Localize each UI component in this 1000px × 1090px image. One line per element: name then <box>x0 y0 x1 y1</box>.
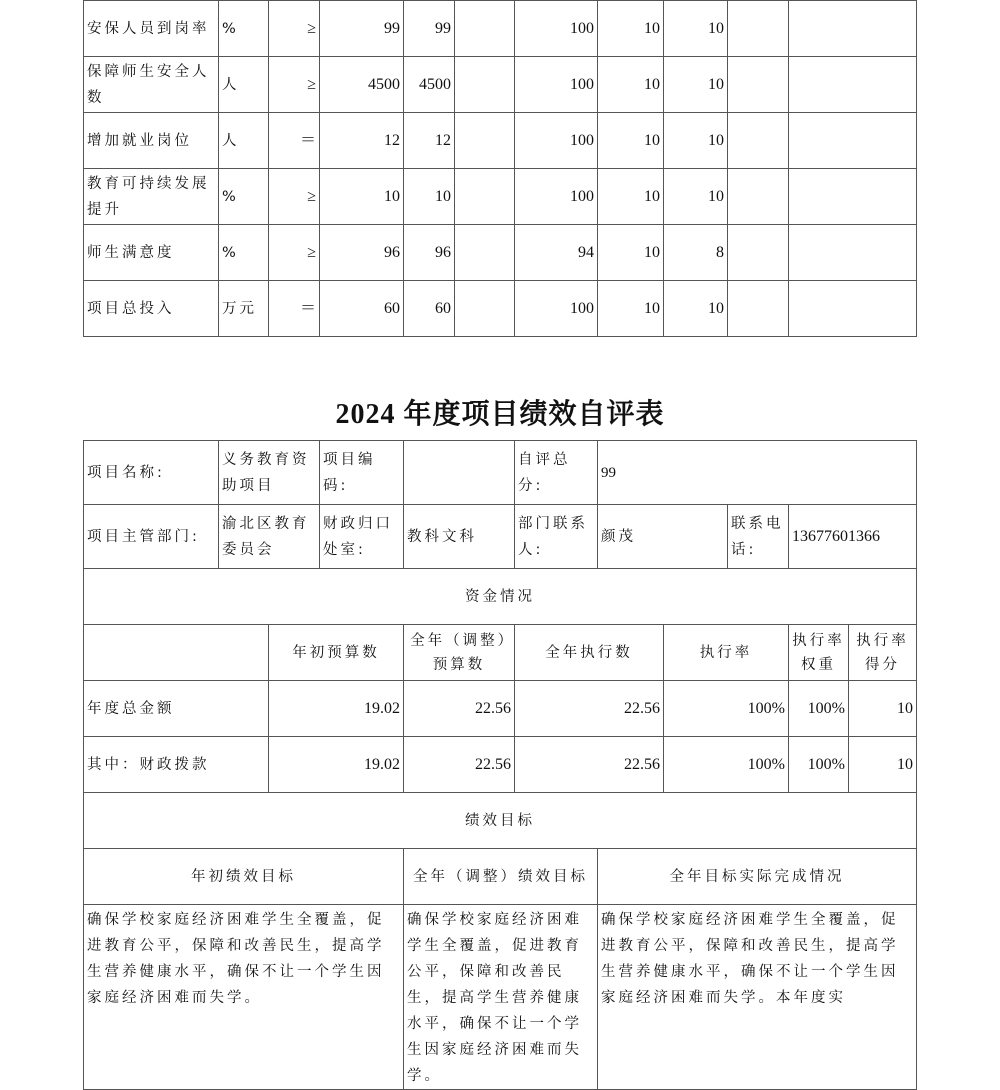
indicator-remark <box>789 113 917 169</box>
total-score-value: 99 <box>598 441 917 505</box>
indicator-row <box>84 113 917 169</box>
page-title: 2024 年度项目绩效自评表 <box>335 399 665 430</box>
indicator-blank <box>455 169 515 225</box>
indicator-note <box>728 169 789 225</box>
indicator-name: 师生满意度 <box>84 225 219 281</box>
funds-header-weight: 执行率权重 <box>789 625 849 681</box>
indicator-adjusted: 12 <box>404 113 455 169</box>
funds-row <box>84 681 917 737</box>
funds-header-blank <box>84 625 269 681</box>
indicator-operator: ≥ <box>269 57 320 113</box>
funds-row-label: 年度总金额 <box>84 681 269 737</box>
indicator-note <box>728 1 789 57</box>
indicator-remark <box>789 169 917 225</box>
project-name-row <box>84 441 917 505</box>
funds-header-initial: 年初预算数 <box>269 625 404 681</box>
indicator-name: 增加就业岗位 <box>84 113 219 169</box>
funds-executed: 22.56 <box>515 681 664 737</box>
funds-header-row <box>84 625 917 681</box>
indicator-unit: % <box>219 225 269 281</box>
indicator-operator: ＝ <box>269 281 320 337</box>
indicator-note <box>728 113 789 169</box>
indicator-adjusted: 99 <box>404 1 455 57</box>
indicator-score: 10 <box>664 113 728 169</box>
project-name-label: 项目名称: <box>84 441 219 505</box>
indicator-name: 保障师生安全人数 <box>84 57 219 113</box>
indicator-rate: 100 <box>515 57 598 113</box>
indicator-score: 10 <box>664 1 728 57</box>
indicator-target: 12 <box>320 113 404 169</box>
goals-header-row <box>84 849 917 905</box>
indicator-remark <box>789 57 917 113</box>
indicator-remark <box>789 225 917 281</box>
indicator-target: 99 <box>320 1 404 57</box>
indicator-note <box>728 281 789 337</box>
indicator-adjusted: 4500 <box>404 57 455 113</box>
finance-office-value: 教科文科 <box>404 505 515 569</box>
indicator-score: 10 <box>664 281 728 337</box>
indicator-name: 项目总投入 <box>84 281 219 337</box>
funds-rate: 100% <box>664 737 789 793</box>
goals-header-adjusted: 全年（调整）绩效目标 <box>404 849 598 905</box>
indicator-row <box>84 1 917 57</box>
indicator-row <box>84 281 917 337</box>
funds-weight: 100% <box>789 681 849 737</box>
indicator-name: 安保人员到岗率 <box>84 1 219 57</box>
goal-initial-text: 确保学校家庭经济困难学生全覆盖，促进教育公平，保障和改善民生，提高学生营养健康水平，确保不让一个学生因家庭经济困难而失学。 <box>84 905 404 1090</box>
indicator-blank <box>455 1 515 57</box>
total-score-label: 自评总分: <box>515 441 598 505</box>
indicator-rate: 100 <box>515 113 598 169</box>
indicator-weight: 10 <box>598 1 664 57</box>
goals-row <box>84 905 917 1090</box>
funds-initial: 19.02 <box>269 681 404 737</box>
funds-row <box>84 737 917 793</box>
goals-header-actual: 全年目标实际完成情况 <box>598 849 917 905</box>
goal-adjusted-text: 确保学校家庭经济困难学生全覆盖，促进教育公平，保障和改善民生，提高学生营养健康水平，确保不让一个学生因家庭经济困难而失学。 <box>404 905 598 1090</box>
funds-row-label: 其中：财政拨款 <box>84 737 269 793</box>
indicator-score: 10 <box>664 57 728 113</box>
funds-adjusted: 22.56 <box>404 681 515 737</box>
phone-label: 联系电话: <box>728 505 789 569</box>
contact-label: 部门联系人: <box>515 505 598 569</box>
indicator-unit: % <box>219 1 269 57</box>
funds-header-score: 执行率得分 <box>849 625 917 681</box>
finance-office-label: 财政归口处室: <box>320 505 404 569</box>
indicator-rate: 94 <box>515 225 598 281</box>
indicator-note <box>728 57 789 113</box>
funds-rate: 100% <box>664 681 789 737</box>
indicator-target: 10 <box>320 169 404 225</box>
dept-label: 项目主管部门: <box>84 505 219 569</box>
indicator-remark <box>789 281 917 337</box>
indicator-weight: 10 <box>598 225 664 281</box>
indicator-weight: 10 <box>598 281 664 337</box>
indicator-operator: ≥ <box>269 169 320 225</box>
indicator-name: 教育可持续发展提升 <box>84 169 219 225</box>
indicator-unit: 人 <box>219 113 269 169</box>
goals-section-header: 绩效目标 <box>84 793 917 849</box>
project-code-value <box>404 441 515 505</box>
indicator-weight: 10 <box>598 57 664 113</box>
indicator-target: 96 <box>320 225 404 281</box>
indicator-rate: 100 <box>515 281 598 337</box>
funds-score: 10 <box>849 681 917 737</box>
funds-header-rate: 执行率 <box>664 625 789 681</box>
funds-executed: 22.56 <box>515 737 664 793</box>
indicator-row <box>84 169 917 225</box>
funds-adjusted: 22.56 <box>404 737 515 793</box>
indicator-target: 60 <box>320 281 404 337</box>
indicator-adjusted: 96 <box>404 225 455 281</box>
indicator-target: 4500 <box>320 57 404 113</box>
indicator-adjusted: 10 <box>404 169 455 225</box>
funds-score: 10 <box>849 737 917 793</box>
funds-header-executed: 全年执行数 <box>515 625 664 681</box>
dept-value: 渝北区教育委员会 <box>219 505 320 569</box>
funds-header-adjusted: 全年（调整）预算数 <box>404 625 515 681</box>
self-evaluation-table <box>83 440 917 1090</box>
indicator-note <box>728 225 789 281</box>
phone-value: 13677601366 <box>789 505 917 569</box>
indicator-remark <box>789 1 917 57</box>
project-code-label: 项目编码: <box>320 441 404 505</box>
funds-section-header: 资金情况 <box>84 569 917 625</box>
indicator-unit: 人 <box>219 57 269 113</box>
indicator-score: 8 <box>664 225 728 281</box>
indicator-unit: 万元 <box>219 281 269 337</box>
indicator-blank <box>455 57 515 113</box>
project-name-value: 义务教育资助项目 <box>219 441 320 505</box>
indicator-weight: 10 <box>598 169 664 225</box>
indicator-rate: 100 <box>515 1 598 57</box>
indicator-blank <box>455 281 515 337</box>
indicator-operator: ≥ <box>269 225 320 281</box>
indicator-operator: ＝ <box>269 113 320 169</box>
funds-weight: 100% <box>789 737 849 793</box>
indicator-table <box>83 0 917 337</box>
goals-header-initial: 年初绩效目标 <box>84 849 404 905</box>
funds-initial: 19.02 <box>269 737 404 793</box>
indicator-adjusted: 60 <box>404 281 455 337</box>
indicator-score: 10 <box>664 169 728 225</box>
indicator-blank <box>455 225 515 281</box>
indicator-row <box>84 225 917 281</box>
department-row <box>84 505 917 569</box>
indicator-weight: 10 <box>598 113 664 169</box>
indicator-row <box>84 57 917 113</box>
goal-actual-text: 确保学校家庭经济困难学生全覆盖，促进教育公平，保障和改善民生，提高学生营养健康水平，确保不让一个学生因家庭经济困难而失学。本年度实 <box>598 905 917 1090</box>
indicator-operator: ≥ <box>269 1 320 57</box>
contact-value: 颜茂 <box>598 505 728 569</box>
indicator-unit: % <box>219 169 269 225</box>
indicator-blank <box>455 113 515 169</box>
indicator-rate: 100 <box>515 169 598 225</box>
